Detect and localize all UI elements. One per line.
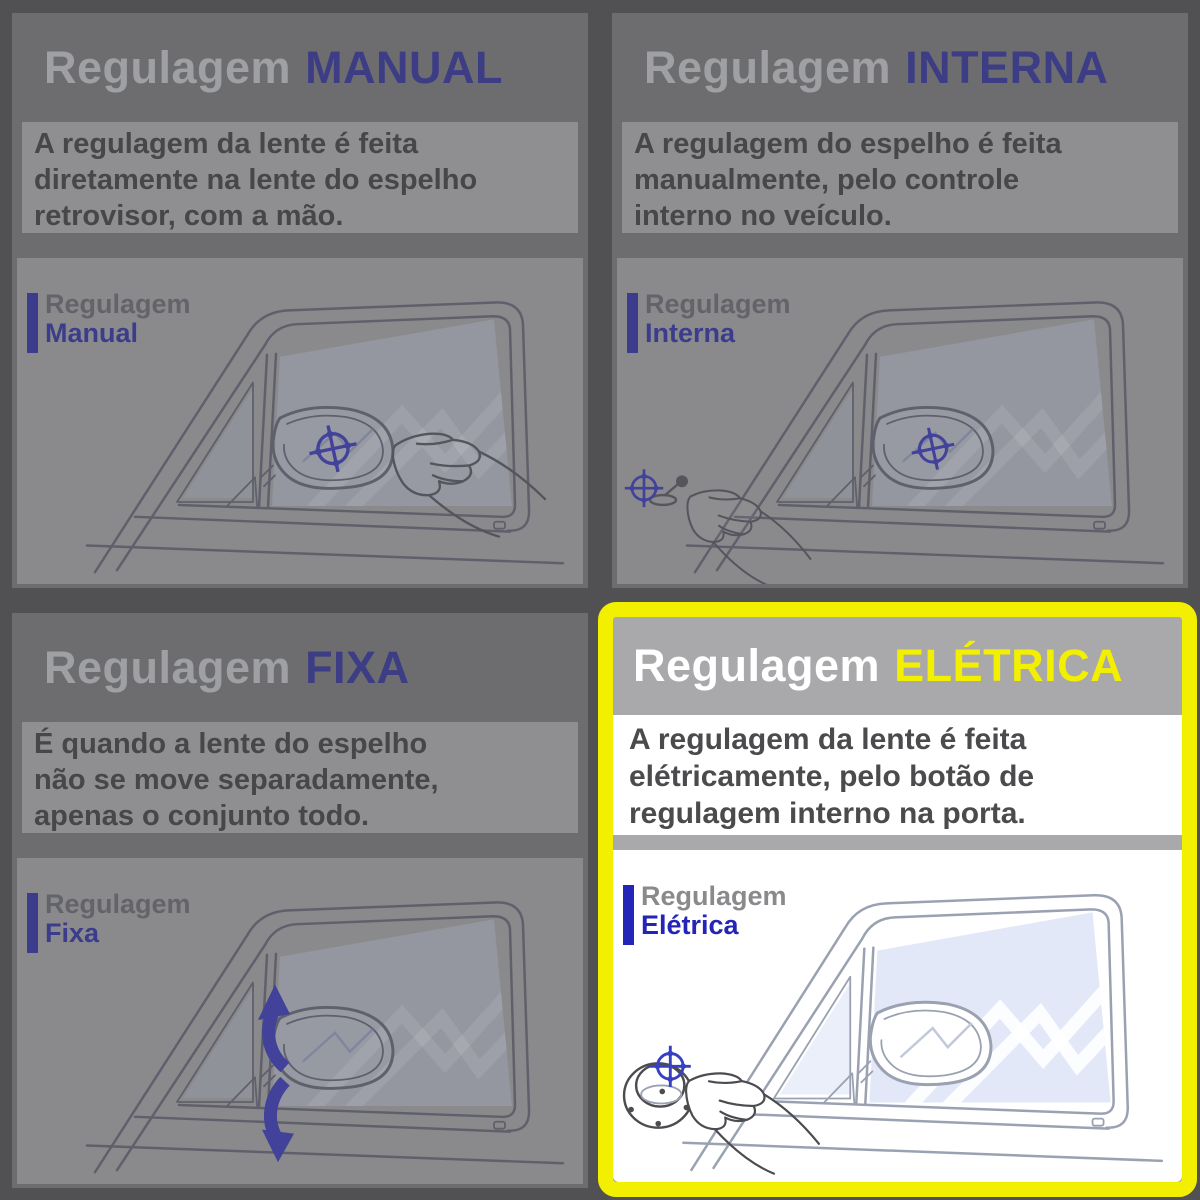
title-word-regulagem: Regulagem (44, 641, 292, 693)
title-word-fixa: FIXA (305, 641, 410, 693)
description-line: diretamente na lente do espelho (34, 164, 478, 196)
label-word-regulagem: Regulagem (645, 289, 791, 319)
description-line: não se move separadamente, (34, 764, 439, 796)
description-box (622, 122, 1178, 233)
description-line: interno no veículo. (634, 200, 892, 232)
description-line: A regulagem da lente é feita (34, 128, 419, 160)
title-word-manual: MANUAL (305, 41, 504, 93)
label-word-interna: Interna (645, 318, 736, 348)
title-word-regulagem: Regulagem (633, 640, 881, 691)
illustration-label (27, 290, 191, 348)
label-word-regulagem: Regulagem (45, 889, 191, 919)
description-line: A regulagem da lente é feita (629, 723, 1027, 756)
illustration-label (623, 882, 787, 940)
description-line: regulagem interno na porta. (629, 797, 1026, 830)
panel-title-interna (612, 13, 1188, 122)
panel-regulagem-interna (612, 13, 1188, 588)
description-box (613, 715, 1182, 835)
description-line: manualmente, pelo controle (634, 164, 1020, 196)
title-word-regulagem: Regulagem (44, 41, 292, 93)
description-box (22, 122, 578, 233)
cell-regulagem-fixa (0, 600, 600, 1200)
description-line: A regulagem do espelho é feita (634, 128, 1062, 160)
cell-regulagem-eletrica (600, 600, 1200, 1200)
label-bar-icon (27, 293, 38, 353)
panel-title-eletrica (613, 617, 1182, 715)
panel-regulagem-eletrica-highlighted (598, 602, 1197, 1197)
panel-regulagem-fixa (12, 613, 588, 1188)
illustration-interna (617, 258, 1183, 584)
panel-title-fixa (12, 613, 588, 722)
label-word-fixa: Fixa (45, 918, 100, 948)
description-box (22, 722, 578, 833)
illustration-label (627, 290, 791, 348)
illustration-label (27, 890, 191, 948)
hand-icon (678, 486, 818, 584)
illustration-fixa (17, 858, 583, 1184)
illustration-manual (17, 258, 583, 584)
label-bar-icon (27, 893, 38, 953)
description-line: É quando a lente do espelho (34, 728, 428, 760)
label-bar-icon (623, 885, 634, 945)
label-word-manual: Manual (45, 318, 139, 348)
label-word-regulagem: Regulagem (641, 881, 787, 911)
title-word-regulagem: Regulagem (644, 41, 892, 93)
label-bar-icon (627, 293, 638, 353)
cell-regulagem-manual (0, 0, 600, 600)
description-line: apenas o conjunto todo. (34, 800, 370, 832)
description-line: elétricamente, pelo botão de (629, 760, 1035, 793)
panel-title-manual (12, 13, 588, 122)
label-word-regulagem: Regulagem (45, 289, 191, 319)
panel-regulagem-manual (12, 13, 588, 588)
cell-regulagem-interna (600, 0, 1200, 600)
illustration-eletrica (613, 850, 1182, 1182)
label-word-eletrica: Elétrica (641, 910, 739, 940)
title-word-interna: INTERNA (905, 41, 1109, 93)
title-word-eletrica: ELÉTRICA (894, 640, 1124, 691)
crosshair-target-icon (625, 469, 663, 507)
description-line: retrovisor, com a mão. (34, 200, 344, 232)
